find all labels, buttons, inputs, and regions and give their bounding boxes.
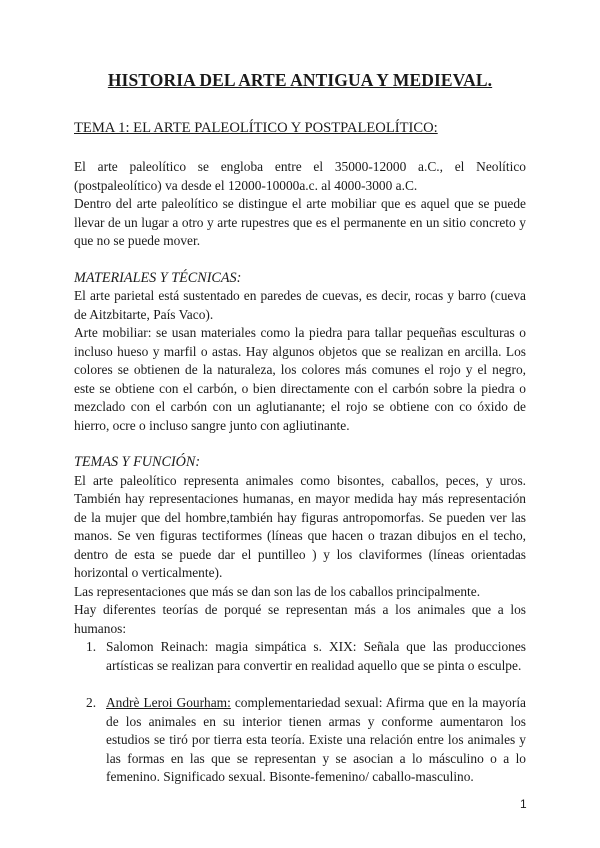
page-number: 1 <box>520 797 527 811</box>
list-item-body: complementariedad sexual: Afirma que en la mayoría de los animales en su interior tienen armas y conforme aumentaron los estudios se tiró por tierra esta teoría. Existe una relación entre los animales y las formas en las que se representan y se asocian a lo másculino o a lo femenino. Significado sexual. Bisonte-femenino/ caballo-masculino. <box>106 695 527 784</box>
tema-heading: TEMA 1: EL ARTE PALEOLÍTICO Y POSTPALEOLÍTICO: <box>74 120 438 136</box>
theories-list <box>74 638 526 787</box>
temas-paragraph-1: El arte paleolítico representa animales como bisontes, caballos, peces, y uros. También hay representaciones humanas, en mayor medida hay más representación de la mujer que del hombre,también hay figuras antropomorfas. Se pueden ver las manos. Se ven figuras tectiformes (líneas que hacen o trazan dibujos en el techo, dentro de esta se puede dar el puntilleo ) y los claviformes (líneas orientadas horizontal o verticalmente). <box>74 472 526 580</box>
list-item <box>74 638 526 675</box>
list-item-number: 1. <box>86 639 97 654</box>
temas-heading: TEMAS Y FUNCIÓN: <box>74 454 201 470</box>
document-body <box>74 158 526 787</box>
materiales-paragraph-2: Arte mobiliar: se usan materiales como la piedra para tallar pequeñas esculturas o incluso hueso y marfil o astas. Hay algunos objetos que se realizan en arcilla. Los colores se obtienen de la naturaleza, los colores más comunes el rojo y el negro, este se obtiene con el carbón, o bien directamente con el carbón sobre la piedra o mezclado con el carbón con un aglutianante; el rojo se obtiene con co óxido de hierro, ocre o incluso sangre junto con agliutinante. <box>74 325 526 433</box>
temas-paragraph-3: Hay diferentes teorías de porqué se representan más a los animales que a los humanos: <box>74 602 526 636</box>
list-item-text: Salomon Reinach: magia simpática s. XIX: Señala que las producciones artísticas se realizan para convertir en realidad aquello que se pinta o esculpe. <box>106 639 526 673</box>
document-title: HISTORIA DEL ARTE ANTIGUA Y MEDIEVAL. <box>107 70 493 90</box>
temas-paragraph-2: Las representaciones que más se dan son las de los caballos principalmente. <box>74 583 481 599</box>
materiales-paragraph-1: El arte parietal está sustentado en paredes de cuevas, es decir, rocas y barro (cueva de Aitzbitarte, País Vaco). <box>74 288 526 322</box>
materiales-heading: MATERIALES Y TÉCNICAS: <box>74 269 242 286</box>
list-item-author: Andrè Leroi Gourham: <box>106 695 231 710</box>
intro-paragraph-1: El arte paleolítico se engloba entre el 35000-12000 a.C., el Neolítico (postpaleolítico) va desde el 12000-10000a.c. al 4000-3000 a.C. <box>74 159 526 193</box>
list-item-number: 2. <box>86 695 97 710</box>
list-item <box>74 694 526 787</box>
intro-paragraph-2: Dentro del arte paleolítico se distingue el arte mobiliar que es aquel que se puede llevar de un lugar a otro y arte rupestres que es el permanente en un sitio concreto y que no se puede mover. <box>74 196 526 248</box>
list-item-text <box>106 694 526 787</box>
